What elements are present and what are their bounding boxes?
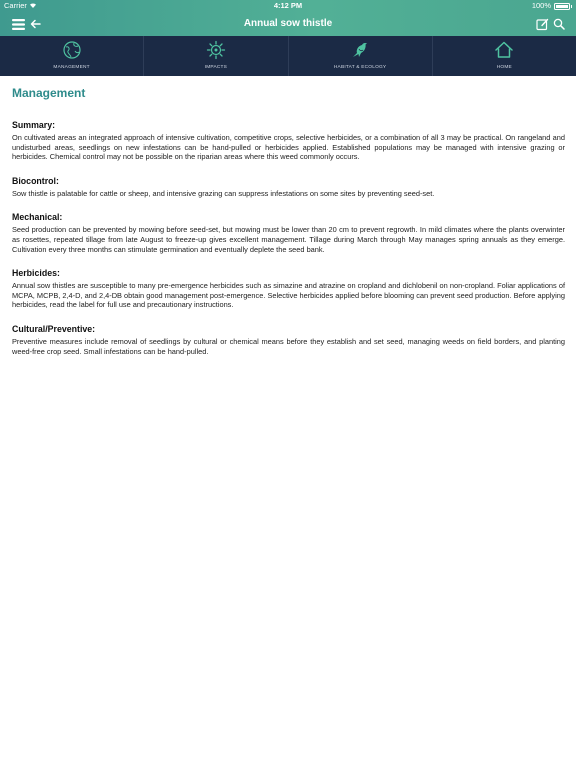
section-heading: Herbicides: xyxy=(12,268,60,279)
nav-bar xyxy=(0,12,576,36)
section-text: Annual sow thistles are susceptible to many pre-emergence herbicides such as simazine and atrazine on cropland and dichlobenil on non-cropland. Foliar applications of MCPA, MCPB, 2,4-D, and 2,4-DB obtain good management post-emergence. Selective herbicides applied before blooming can prevent seed production. Before applying herbicides, read the label for full use and precautionary instructions. xyxy=(12,281,565,310)
tab-management[interactable] xyxy=(0,36,144,76)
app-header xyxy=(0,0,576,36)
section-text: Sow thistle is palatable for cattle or sheep, and intensive grazing can suppress infestations on some sites by preventing seed-set. xyxy=(12,188,435,198)
cultural-preventive-section xyxy=(12,324,565,356)
gear-impact-icon xyxy=(206,40,226,60)
mechanical-section xyxy=(12,212,565,254)
home-icon xyxy=(494,40,514,60)
tab-label: IMPACTS xyxy=(204,65,228,70)
status-bar xyxy=(0,0,576,12)
edit-note-icon[interactable] xyxy=(535,17,549,31)
section-tab-bar xyxy=(0,36,576,76)
biocontrol-section xyxy=(12,176,565,199)
section-text: Seed production can be prevented by mowing before seed-set, but mowing must be lower than 20 cm to prevent regrowth. In mild climates where the plants overwinter as rosettes, repeated tillage from late August to freeze-up gives excellent management. Tillage during March through May manages spring annuals as they emerge. Cultivation every three months can stimulate germination and eventually deplete the seed bank. xyxy=(12,225,565,254)
section-heading: Mechanical: xyxy=(12,212,63,223)
section-heading: Summary: xyxy=(12,120,56,130)
section-heading: Cultural/Preventive: xyxy=(12,323,96,334)
page-header-title: Annual sow thistle xyxy=(243,18,333,29)
status-time: 4:12 PM xyxy=(273,1,303,10)
bird-icon xyxy=(350,40,370,60)
tab-label: HABITAT & ECOLOGY xyxy=(333,65,387,70)
battery-icon xyxy=(554,3,570,10)
management-content xyxy=(12,86,565,370)
search-icon[interactable] xyxy=(552,17,566,31)
page-title: Management xyxy=(12,86,86,100)
section-text: Preventive measures include removal of seedlings by cultural or chemical means before they establish and set seed, managing weeds on field borders, and planting weed-free crop seed. Small infestations can be hand-pulled. xyxy=(12,336,565,356)
tab-impacts[interactable] xyxy=(144,36,288,76)
section-heading: Biocontrol: xyxy=(12,175,59,186)
status-battery xyxy=(532,0,570,12)
carrier-label: Carrier xyxy=(4,1,27,10)
section-text: On cultivated areas an integrated approach of intensive cultivation, competitive crops, selective herbicides, or a combination of all 3 may be practical. On rangeland and undisturbed areas, seedlings on new infestations can be hand-pulled or herbicides applied. Established populations may be managed with intensive grazing or herbicides. Chemical control may not be possible on the riparian areas where this weed commonly occurs. xyxy=(12,133,565,162)
battery-percent: 100% xyxy=(531,1,551,10)
tab-label: MANAGEMENT xyxy=(53,65,90,70)
tab-habitat-ecology[interactable] xyxy=(289,36,433,76)
summary-section xyxy=(12,120,565,162)
tab-label: HOME xyxy=(496,65,512,70)
tab-home[interactable] xyxy=(433,36,576,76)
herbicides-section xyxy=(12,268,565,310)
globe-icon xyxy=(62,40,82,60)
